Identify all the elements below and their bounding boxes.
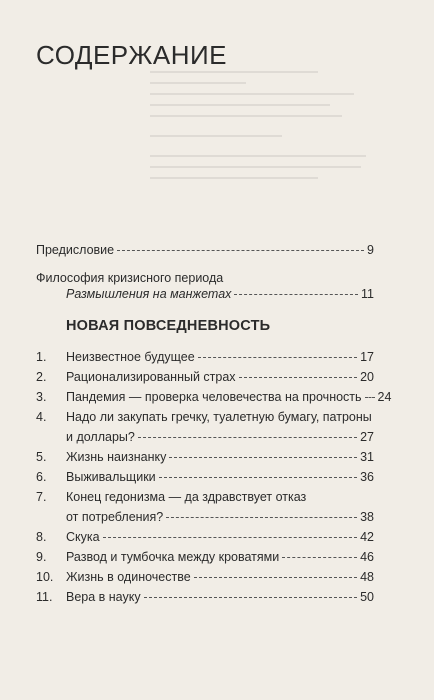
entry-page: 38 (360, 510, 374, 524)
chapter-number: 8. (36, 530, 47, 544)
entry-title: Неизвестное будущее (66, 350, 195, 364)
toc-entry-chapter-2[interactable] (36, 369, 374, 385)
leader-dots (117, 250, 364, 251)
toc-entry-philosophy[interactable] (36, 270, 374, 302)
entry-title: Философия кризисного периода (36, 271, 224, 285)
chapter-number: 3. (36, 390, 47, 404)
toc-entry-chapter-8[interactable] (36, 529, 374, 545)
leader-dots (239, 377, 358, 378)
toc-entry-chapter-9[interactable] (36, 549, 374, 565)
leader-dots (365, 397, 375, 398)
entry-title: Жизнь наизнанку (66, 450, 167, 464)
entry-page: 20 (360, 370, 374, 384)
entry-title: Выживальщики (66, 470, 156, 484)
section-title: НОВАЯ ПОВСЕДНЕВНОСТЬ (66, 318, 271, 334)
entry-page: 36 (360, 470, 374, 484)
leader-dots (103, 537, 358, 538)
entry-title: Предисловие (36, 243, 115, 257)
entry-title: Пандемия — проверка человечества на прочность (66, 390, 362, 404)
entry-page: 31 (360, 450, 374, 464)
toc-entry-chapter-3[interactable] (36, 389, 392, 405)
leader-dots (194, 577, 357, 578)
toc-entry-preface[interactable] (36, 242, 374, 258)
leader-dots (169, 457, 357, 458)
toc-entry-chapter-4[interactable] (36, 409, 374, 445)
entry-page: 9 (367, 243, 374, 257)
leader-dots (282, 557, 357, 558)
chapter-number: 2. (36, 370, 47, 384)
chapter-number: 4. (36, 410, 47, 424)
entry-page: 46 (360, 550, 374, 564)
leader-dots (159, 477, 357, 478)
toc-entry-chapter-1[interactable] (36, 349, 374, 365)
entry-page: 50 (360, 590, 374, 604)
chapter-number: 10. (36, 570, 54, 584)
entry-title: Развод и тумбочка между кроватями (66, 550, 280, 564)
entry-page: 48 (360, 570, 374, 584)
toc-entry-chapter-10[interactable] (36, 569, 374, 585)
chapter-number: 7. (36, 490, 47, 504)
toc-entry-chapter-11[interactable] (36, 589, 374, 605)
chapter-number: 5. (36, 450, 47, 464)
leader-dots (234, 294, 358, 295)
page-title: СОДЕРЖАНИЕ (36, 40, 228, 70)
toc-entry-chapter-7[interactable] (36, 489, 374, 525)
toc-entry-chapter-5[interactable] (36, 449, 374, 465)
entry-title: Скука (66, 530, 100, 544)
show-through-text (150, 62, 390, 232)
entry-title: Жизнь в одиночестве (66, 570, 191, 584)
chapter-number: 11. (36, 590, 53, 604)
toc-entry-chapter-6[interactable] (36, 469, 374, 485)
entry-title: Рационализированный страх (66, 370, 236, 384)
entry-page: 42 (360, 530, 374, 544)
entry-page: 27 (360, 430, 374, 444)
entry-page: 17 (360, 350, 374, 364)
leader-dots (198, 357, 357, 358)
entry-subtitle: Размышления на манжетах (66, 287, 232, 301)
leader-dots (166, 517, 357, 518)
entry-page: 11 (361, 287, 374, 301)
entry-title: Надо ли закупать гречку, туалетную бумагу, патроны (66, 410, 372, 424)
chapter-number: 1. (36, 350, 47, 364)
entry-page: 24 (377, 390, 392, 404)
entry-title: Конец гедонизма — да здравствует отказ (66, 490, 307, 504)
entry-title-continued: и доллары? (66, 430, 135, 444)
entry-title-continued: от потребления? (66, 510, 164, 524)
chapter-number: 9. (36, 550, 47, 564)
chapter-number: 6. (36, 470, 47, 484)
leader-dots (144, 597, 357, 598)
leader-dots (138, 437, 357, 438)
entry-title: Вера в науку (66, 590, 141, 604)
